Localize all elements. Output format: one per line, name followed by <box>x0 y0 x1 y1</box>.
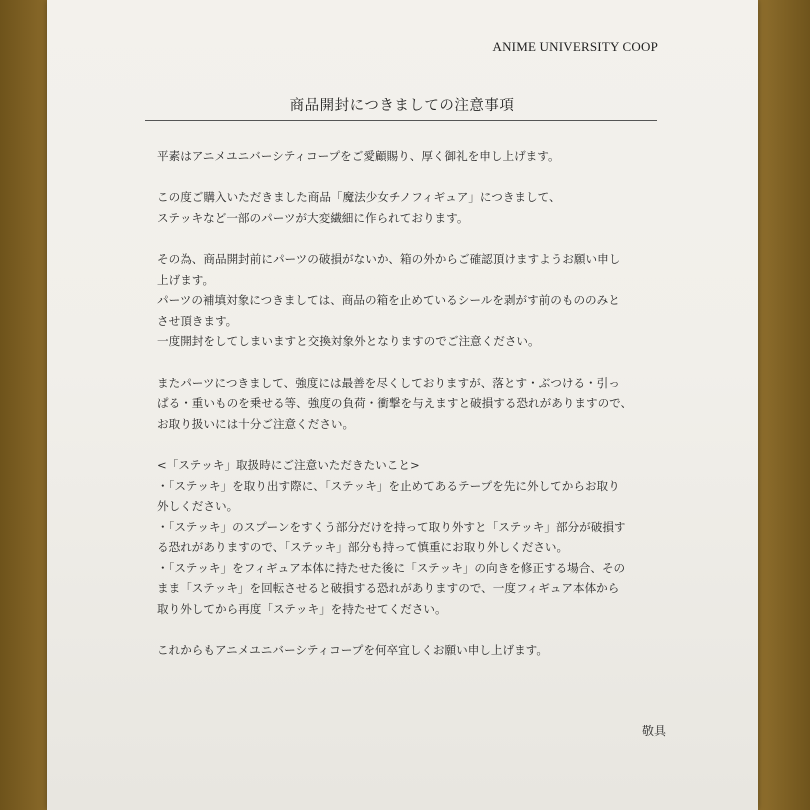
text-line: ・「ステッキ」を取り出す際に、「ステッキ」を止めてあるテープを先に外してからお取り <box>157 478 620 493</box>
paragraph-gap <box>157 352 677 373</box>
paragraph-inspection <box>157 249 677 352</box>
paragraph-product-notice <box>157 187 677 228</box>
text-line: 上げます。 <box>157 272 215 287</box>
document-title: 商品開封につきましての注意事項 <box>289 98 515 114</box>
text-line: またパーツにつきまして、強度には最善を尽くしておりますが、落とす・ぶつける・引っ <box>157 375 620 390</box>
paragraph-gap <box>157 620 677 641</box>
text-line: 外しください。 <box>157 499 239 514</box>
notice-body <box>157 146 677 661</box>
paragraph-stick-instructions <box>157 455 677 620</box>
paragraph-closing-thanks <box>157 640 677 661</box>
text-line: ぱる・重いものを乗せる等、強度の負荷・衝撃を与えますと破損する恐れがありますので、 <box>157 396 633 411</box>
organization-name: ANIME UNIVERSITY COOP <box>492 39 658 54</box>
closing-signoff: 敬具 <box>641 724 666 738</box>
text-line: その為、商品開封前にパーツの破損がないか、箱の外からご確認頂けますようお願い申し <box>157 251 621 266</box>
paragraph-greeting <box>157 146 677 167</box>
notice-sheet <box>47 0 758 810</box>
paragraph-handling-caution <box>157 373 677 435</box>
text-line: <「ステッキ」取扱時にご注意いただきたいこと> <box>157 457 420 472</box>
text-line: ・「ステッキ」のスプーンをすくう部分だけを持って取り外すと「ステッキ」部分が破損す <box>157 519 626 534</box>
paragraph-gap <box>157 434 677 455</box>
text-line: 一度開封をしてしまいますと交換対象外となりますのでご注意ください。 <box>157 334 540 349</box>
text-line: パーツの補填対象につきましては、商品の箱を止めているシールを剥がす前のもののみと <box>157 293 620 308</box>
text-line: ステッキなど一部のパーツが大変繊細に作られております。 <box>157 210 469 225</box>
paragraph-gap <box>157 167 677 188</box>
text-line: させ頂きます。 <box>157 313 238 328</box>
paragraph-gap <box>157 228 677 249</box>
text-line: 取り外してから再度「ステッキ」を持たせてください。 <box>157 602 447 617</box>
text-line: この度ご購入いただきました商品「魔法少女チノフィギュア」につきまして、 <box>157 190 561 205</box>
text-line: お取り扱いには十分ご注意ください。 <box>157 416 355 431</box>
text-line: 平素はアニメユニバーシティコープをご愛顧賜り、厚く御礼を申し上げます。 <box>157 149 560 163</box>
text-line: る恐れがありますので、「ステッキ」部分も持って慎重にお取り外しください。 <box>157 540 569 555</box>
text-line: ・「ステッキ」をフィギュア本体に持たせた後に「ステッキ」の向きを修正する場合、その <box>157 560 626 575</box>
text-line: これからもアニメユニバーシティコープを何卒宜しくお願い申し上げます。 <box>157 643 548 658</box>
title-underline <box>145 120 657 121</box>
text-line: まま「ステッキ」を回転させると破損する恐れがありますので、一度フィギュア本体から <box>157 581 620 596</box>
